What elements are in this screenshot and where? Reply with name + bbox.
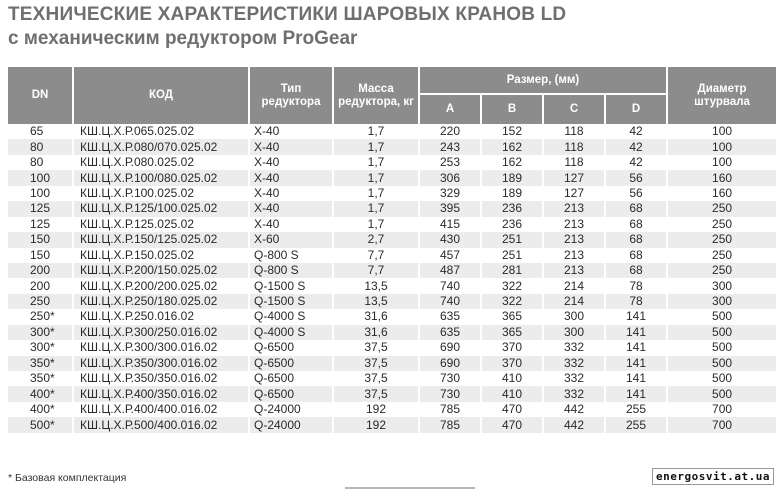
cell-gear-mass: 37,5: [333, 356, 419, 371]
cell-stem-diameter: 300: [667, 294, 777, 309]
cell-gear-type: Q-24000: [249, 417, 333, 432]
cell-size-d: 42: [605, 124, 667, 139]
cell-gear-type: X-40: [249, 201, 333, 216]
cell-stem-diameter: 250: [667, 232, 777, 247]
cell-gear-mass: 37,5: [333, 371, 419, 386]
cell-gear-mass: 1,7: [333, 139, 419, 154]
cell-code: КШ.Ц.Х.Р.300/300.016.02: [73, 340, 249, 355]
cell-size-a: 690: [419, 340, 481, 355]
cell-size-b: 322: [481, 278, 543, 293]
cell-code: КШ.Ц.Х.Р.150.025.02: [73, 248, 249, 263]
cell-gear-type: X-40: [249, 170, 333, 185]
cell-dn: 300*: [7, 325, 73, 340]
cell-size-c: 332: [543, 386, 605, 401]
cell-size-b: 189: [481, 186, 543, 201]
cell-size-b: 365: [481, 325, 543, 340]
cell-code: КШ.Ц.Х.Р.400/350.016.02: [73, 386, 249, 401]
footnote: * Базовая комплектация: [8, 472, 127, 484]
cell-code: КШ.Ц.Х.Р.500/400.016.02: [73, 417, 249, 432]
cell-dn: 300*: [7, 340, 73, 355]
header-gear-type: Тип редуктора: [249, 67, 333, 124]
cell-gear-type: Q-6500: [249, 340, 333, 355]
cell-stem-diameter: 250: [667, 263, 777, 278]
page-title: ТЕХНИЧЕСКИЕ ХАРАКТЕРИСТИКИ ШАРОВЫХ КРАНОВ LD: [8, 4, 567, 25]
cell-size-a: 415: [419, 217, 481, 232]
cell-size-c: 332: [543, 371, 605, 386]
cell-code: КШ.Ц.Х.Р.100.025.02: [73, 186, 249, 201]
cell-size-a: 635: [419, 309, 481, 324]
cell-stem-diameter: 500: [667, 309, 777, 324]
cell-dn: 400*: [7, 386, 73, 401]
cell-gear-type: Q-6500: [249, 371, 333, 386]
cell-size-a: 243: [419, 139, 481, 154]
header-dn: DN: [7, 67, 73, 124]
table-row: [7, 309, 777, 324]
cell-gear-type: X-40: [249, 186, 333, 201]
table-row: [7, 201, 777, 216]
table-header: [7, 67, 777, 124]
cell-gear-mass: 2,7: [333, 232, 419, 247]
cell-gear-mass: 192: [333, 417, 419, 432]
cell-gear-type: X-40: [249, 217, 333, 232]
cell-size-b: 251: [481, 248, 543, 263]
cell-size-c: 118: [543, 139, 605, 154]
cell-size-d: 141: [605, 340, 667, 355]
cell-gear-type: Q-6500: [249, 356, 333, 371]
cell-stem-diameter: 300: [667, 278, 777, 293]
cell-stem-diameter: 250: [667, 201, 777, 216]
cell-gear-mass: 7,7: [333, 263, 419, 278]
cell-size-b: 236: [481, 217, 543, 232]
cell-size-d: 68: [605, 248, 667, 263]
table-row: [7, 371, 777, 386]
cell-size-a: 730: [419, 386, 481, 401]
cell-code: КШ.Ц.Х.Р.200/200.025.02: [73, 278, 249, 293]
page-subtitle: с механическим редуктором ProGear: [8, 28, 358, 49]
cell-size-c: 127: [543, 170, 605, 185]
cell-dn: 350*: [7, 356, 73, 371]
cell-size-b: 365: [481, 309, 543, 324]
cell-size-c: 300: [543, 325, 605, 340]
cell-gear-type: X-40: [249, 155, 333, 170]
cell-size-a: 487: [419, 263, 481, 278]
cell-size-c: 213: [543, 217, 605, 232]
cell-stem-diameter: 500: [667, 371, 777, 386]
cell-size-a: 740: [419, 278, 481, 293]
cell-gear-type: Q-4000 S: [249, 309, 333, 324]
cell-size-a: 740: [419, 294, 481, 309]
cell-dn: 350*: [7, 371, 73, 386]
cell-size-d: 56: [605, 186, 667, 201]
cell-code: КШ.Ц.Х.Р.150/125.025.02: [73, 232, 249, 247]
cell-size-c: 213: [543, 248, 605, 263]
cell-dn: 65: [7, 124, 73, 139]
table-row: [7, 139, 777, 154]
cell-dn: 100: [7, 186, 73, 201]
cell-size-a: 253: [419, 155, 481, 170]
table-row: [7, 294, 777, 309]
cell-gear-type: Q-800 S: [249, 248, 333, 263]
cell-size-d: 141: [605, 309, 667, 324]
cell-size-b: 410: [481, 386, 543, 401]
cell-size-a: 457: [419, 248, 481, 263]
cell-dn: 200: [7, 263, 73, 278]
cell-size-c: 213: [543, 201, 605, 216]
cell-code: КШ.Ц.Х.Р.250.016.02: [73, 309, 249, 324]
cell-size-b: 162: [481, 139, 543, 154]
cell-size-c: 442: [543, 402, 605, 417]
cell-size-c: 442: [543, 417, 605, 432]
cell-size-d: 42: [605, 139, 667, 154]
cell-size-c: 214: [543, 294, 605, 309]
cell-size-a: 430: [419, 232, 481, 247]
cell-gear-type: Q-800 S: [249, 263, 333, 278]
cell-size-b: 162: [481, 155, 543, 170]
cell-gear-mass: 37,5: [333, 340, 419, 355]
cell-stem-diameter: 250: [667, 248, 777, 263]
cell-size-c: 213: [543, 232, 605, 247]
decorative-line: [345, 487, 475, 489]
cell-size-b: 152: [481, 124, 543, 139]
table-row: [7, 278, 777, 293]
table-row: [7, 386, 777, 401]
cell-size-b: 281: [481, 263, 543, 278]
cell-size-d: 68: [605, 217, 667, 232]
table-row: [7, 263, 777, 278]
cell-size-c: 332: [543, 356, 605, 371]
cell-size-d: 141: [605, 356, 667, 371]
cell-stem-diameter: 100: [667, 124, 777, 139]
cell-size-d: 255: [605, 417, 667, 432]
cell-dn: 125: [7, 217, 73, 232]
cell-size-d: 68: [605, 201, 667, 216]
cell-dn: 150: [7, 248, 73, 263]
cell-size-b: 370: [481, 340, 543, 355]
cell-size-b: 236: [481, 201, 543, 216]
table-row: [7, 124, 777, 139]
cell-code: КШ.Ц.Х.Р.200/150.025.02: [73, 263, 249, 278]
cell-code: КШ.Ц.Х.Р.350/300.016.02: [73, 356, 249, 371]
table-row: [7, 170, 777, 185]
table-row: [7, 340, 777, 355]
table-row: [7, 155, 777, 170]
cell-gear-mass: 31,6: [333, 309, 419, 324]
cell-code: КШ.Ц.Х.Р.125/100.025.02: [73, 201, 249, 216]
header-size-a: A: [419, 94, 481, 124]
cell-size-a: 329: [419, 186, 481, 201]
cell-dn: 80: [7, 155, 73, 170]
header-code: КОД: [73, 67, 249, 124]
cell-gear-mass: 13,5: [333, 294, 419, 309]
cell-gear-type: X-40: [249, 139, 333, 154]
cell-size-c: 127: [543, 186, 605, 201]
cell-code: КШ.Ц.Х.Р.080.025.02: [73, 155, 249, 170]
cell-code: КШ.Ц.Х.Р.125.025.02: [73, 217, 249, 232]
cell-size-c: 118: [543, 155, 605, 170]
cell-stem-diameter: 500: [667, 356, 777, 371]
cell-size-d: 68: [605, 263, 667, 278]
cell-size-a: 690: [419, 356, 481, 371]
cell-code: КШ.Ц.Х.Р.065.025.02: [73, 124, 249, 139]
cell-size-c: 213: [543, 263, 605, 278]
cell-gear-mass: 13,5: [333, 278, 419, 293]
cell-size-d: 78: [605, 294, 667, 309]
cell-code: КШ.Ц.Х.Р.080/070.025.02: [73, 139, 249, 154]
header-size-b: B: [481, 94, 543, 124]
cell-size-d: 68: [605, 232, 667, 247]
table-row: [7, 248, 777, 263]
cell-size-a: 395: [419, 201, 481, 216]
cell-dn: 400*: [7, 402, 73, 417]
cell-size-d: 42: [605, 155, 667, 170]
header-size-d: D: [605, 94, 667, 124]
cell-gear-mass: 7,7: [333, 248, 419, 263]
cell-code: КШ.Ц.Х.Р.350/350.016.02: [73, 371, 249, 386]
cell-code: КШ.Ц.Х.Р.400/400.016.02: [73, 402, 249, 417]
cell-gear-mass: 37,5: [333, 386, 419, 401]
watermark: energosvit.at.ua: [652, 468, 774, 485]
cell-stem-diameter: 700: [667, 417, 777, 432]
cell-size-a: 730: [419, 371, 481, 386]
cell-size-c: 118: [543, 124, 605, 139]
cell-dn: 200: [7, 278, 73, 293]
cell-dn: 125: [7, 201, 73, 216]
table-row: [7, 232, 777, 247]
cell-size-c: 214: [543, 278, 605, 293]
table-body: [7, 124, 777, 433]
cell-gear-type: Q-24000: [249, 402, 333, 417]
cell-size-a: 785: [419, 417, 481, 432]
cell-size-b: 322: [481, 294, 543, 309]
cell-size-b: 470: [481, 417, 543, 432]
cell-code: КШ.Ц.Х.Р.300/250.016.02: [73, 325, 249, 340]
cell-size-a: 306: [419, 170, 481, 185]
cell-size-d: 141: [605, 371, 667, 386]
cell-size-d: 56: [605, 170, 667, 185]
cell-size-b: 251: [481, 232, 543, 247]
cell-dn: 80: [7, 139, 73, 154]
specifications-table: [6, 67, 778, 433]
cell-stem-diameter: 250: [667, 217, 777, 232]
cell-size-b: 370: [481, 356, 543, 371]
cell-gear-type: Q-1500 S: [249, 294, 333, 309]
table-row: [7, 186, 777, 201]
table-row: [7, 417, 777, 432]
cell-dn: 100: [7, 170, 73, 185]
cell-size-a: 785: [419, 402, 481, 417]
cell-stem-diameter: 160: [667, 186, 777, 201]
cell-gear-mass: 31,6: [333, 325, 419, 340]
cell-gear-mass: 1,7: [333, 217, 419, 232]
cell-code: КШ.Ц.Х.Р.250/180.025.02: [73, 294, 249, 309]
cell-stem-diameter: 100: [667, 155, 777, 170]
table-row: [7, 217, 777, 232]
cell-stem-diameter: 160: [667, 170, 777, 185]
cell-gear-mass: 1,7: [333, 186, 419, 201]
cell-stem-diameter: 500: [667, 386, 777, 401]
header-size-group: Размер, (мм): [419, 67, 667, 94]
cell-gear-type: X-40: [249, 124, 333, 139]
cell-size-c: 332: [543, 340, 605, 355]
cell-stem-diameter: 700: [667, 402, 777, 417]
cell-code: КШ.Ц.Х.Р.100/080.025.02: [73, 170, 249, 185]
cell-size-b: 189: [481, 170, 543, 185]
cell-gear-type: X-60: [249, 232, 333, 247]
cell-size-b: 470: [481, 402, 543, 417]
table-row: [7, 325, 777, 340]
cell-gear-type: Q-6500: [249, 386, 333, 401]
cell-dn: 150: [7, 232, 73, 247]
cell-gear-mass: 1,7: [333, 155, 419, 170]
header-size-c: C: [543, 94, 605, 124]
table-row: [7, 402, 777, 417]
cell-gear-type: Q-4000 S: [249, 325, 333, 340]
cell-dn: 250*: [7, 309, 73, 324]
cell-size-b: 410: [481, 371, 543, 386]
cell-gear-mass: 1,7: [333, 170, 419, 185]
header-stem-diameter: Диаметр штурвала: [667, 67, 777, 124]
cell-stem-diameter: 100: [667, 139, 777, 154]
cell-dn: 500*: [7, 417, 73, 432]
cell-gear-type: Q-1500 S: [249, 278, 333, 293]
table-row: [7, 356, 777, 371]
cell-stem-diameter: 500: [667, 325, 777, 340]
cell-stem-diameter: 500: [667, 340, 777, 355]
cell-gear-mass: 192: [333, 402, 419, 417]
cell-gear-mass: 1,7: [333, 201, 419, 216]
cell-size-a: 220: [419, 124, 481, 139]
cell-size-d: 78: [605, 278, 667, 293]
cell-gear-mass: 1,7: [333, 124, 419, 139]
cell-size-d: 255: [605, 402, 667, 417]
cell-size-d: 141: [605, 386, 667, 401]
cell-size-c: 300: [543, 309, 605, 324]
cell-size-d: 141: [605, 325, 667, 340]
cell-size-a: 635: [419, 325, 481, 340]
cell-dn: 250: [7, 294, 73, 309]
header-gear-mass: Масса редуктора, кг: [333, 67, 419, 124]
